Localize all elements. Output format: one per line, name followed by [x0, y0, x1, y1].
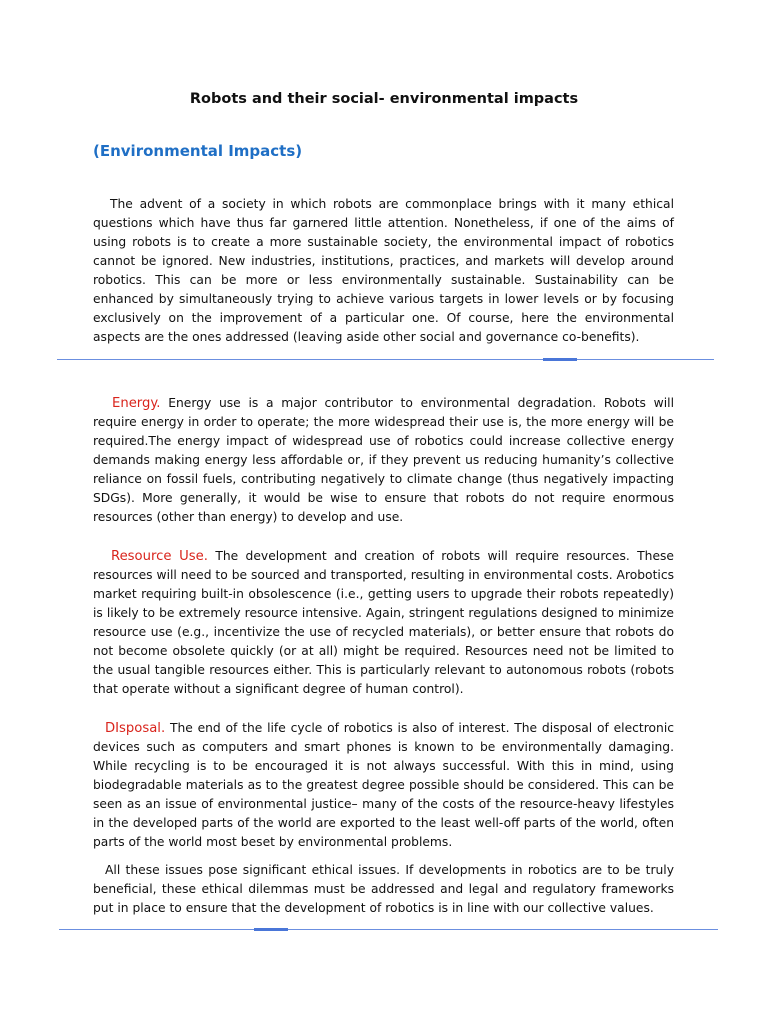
closing-paragraph: All these issues pose significant ethical issues. If developments in robotics are to be truly beneficial, these ethical dilemmas must be addressed and legal and regulatory frameworks put in place to ensure that the development of robotics is in line with our collective values. — [93, 863, 674, 916]
divider-accent — [543, 358, 577, 361]
section-heading: (Environmental Impacts) — [93, 142, 303, 160]
resource-paragraph — [93, 547, 674, 699]
resource-lead: Resource Use. — [111, 549, 208, 565]
energy-paragraph — [93, 394, 674, 527]
intro-paragraph: The advent of a society in which robots are commonplace brings with it many ethical questions which have thus far garnered little attention. Nonetheless, if one of the aims of using robots is to create a more sustainable society, the environmental impact of robotics cannot be ignored. New industries, institutions, practices, and markets will develop around robotics. This can be more or less environmentally sustainable. Sustainability can be enhanced by simultaneously trying to achieve various targets in lower levels or by focusing exclusively on the improvement of a particular one. Of course, here the environmental aspects are the ones addressed (leaving aside other social and governance co-benefits). — [93, 197, 674, 345]
energy-lead: Energy. — [112, 396, 161, 412]
divider-accent — [254, 928, 288, 931]
disposal-paragraph — [93, 719, 674, 852]
energy-body: Energy use is a major contributor to environmental degradation. Robots will require energy in order to operate; the more widespread their use is, the more energy will be required.The energy impact of widespread use of robotics could increase collective energy demands making energy less affordable or, if they prevent us reducing humanity’s collective reliance on fossil fuels, contributing negatively to climate change (thus negatively impacting SDGs). More generally, it would be wise to ensure that robots do not require enormous resources (other than energy) to develop and use. — [93, 396, 674, 525]
resource-body: The development and creation of robots will require resources. These resources will need to be sourced and transported, resulting in environmental costs. Arobotics market requiring built-in obsolescence (i.e., getting users to upgrade their robots repeatedly) is likely to be extremely resource intensive. Again, stringent regulations designed to minimize resource use (e.g., incentivize the use of recycled materials), or better ensure that robots do not become obsolete quickly (or at all) might be required. Resources need not be limited to the usual tangible resources either. This is particularly relevant to autonomous robots (robots that operate without a significant degree of human control). — [93, 549, 674, 697]
divider-top — [57, 359, 714, 360]
divider-bottom — [59, 929, 718, 930]
disposal-body: The end of the life cycle of robotics is also of interest. The disposal of electronic devices such as computers and smart phones is known to be environmentally damaging. While recycling is to be encouraged it is not always successful. With this in mind, using biodegradable materials as to the greatest degree possible should be considered. This can be seen as an issue of environmental justice– many of the costs of the resource-heavy lifestyles in the developed parts of the world are exported to the least well-off parts of the world, often parts of the world most beset by environmental problems. — [93, 721, 674, 850]
page-title: Robots and their social- environmental impacts — [189, 91, 579, 107]
disposal-lead: DIsposal. — [105, 721, 166, 737]
